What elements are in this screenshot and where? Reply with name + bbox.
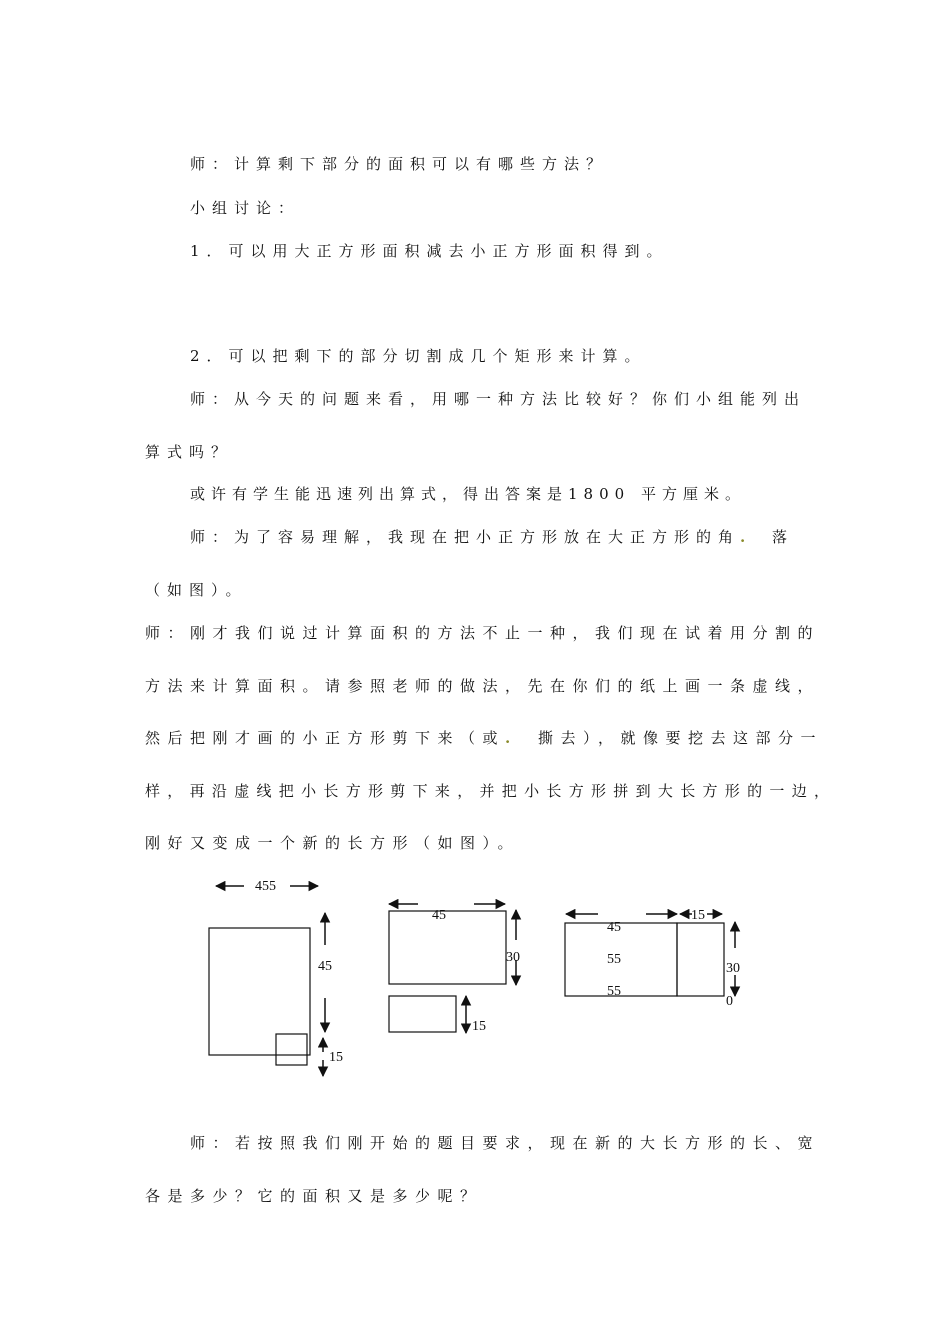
figure-1 bbox=[209, 879, 343, 1076]
paragraph-12-text: 然后把刚才画的小正方形剪下来（或 bbox=[145, 729, 506, 747]
fig1-height-label: 45 bbox=[318, 959, 332, 974]
figure-2 bbox=[389, 904, 520, 1034]
fig3-right-width-label: 15 bbox=[691, 908, 705, 923]
paragraph-11: 方法来计算面积。请参照老师的做法，先在你们的纸上画一条虚线， bbox=[145, 677, 821, 695]
paragraph-12-tail: 撕去），就像要挖去这部分一 bbox=[538, 729, 824, 747]
fig3-label-2: 55 bbox=[607, 952, 621, 967]
paragraph-16: 各是多少？它的面积又是多少呢？ bbox=[145, 1187, 483, 1205]
fig1-large-rect bbox=[209, 928, 310, 1055]
fig2-width-label: 45 bbox=[432, 908, 446, 923]
paragraph-14: 刚好又变成一个新的长方形（如图）。 bbox=[145, 834, 521, 852]
paragraph-7: 或许有学生能迅速列出算式，得出答案是1800 平方厘米。 bbox=[190, 485, 746, 503]
paragraph-4: 2．可以把剩下的部分切割成几个矩形来计算。 bbox=[190, 347, 647, 365]
paragraph-5: 师：从今天的问题来看，用哪一种方法比较好？你们小组能列出 bbox=[190, 390, 807, 408]
fig2-small-label: 15 bbox=[472, 1019, 486, 1034]
fig2-small-rect bbox=[389, 996, 456, 1032]
paragraph-2: 小组讨论： bbox=[190, 199, 301, 217]
paragraph-10: 师：刚才我们说过计算面积的方法不止一种，我们现在试着用分割的 bbox=[145, 624, 821, 642]
fig3-right-rect bbox=[677, 923, 724, 996]
fig1-small-square bbox=[276, 1034, 307, 1065]
paragraph-6: 算式吗？ bbox=[145, 443, 234, 461]
dot-mark: . bbox=[740, 528, 753, 546]
paragraph-8-tail: 落 bbox=[772, 528, 795, 546]
figure-3 bbox=[565, 908, 740, 1009]
fig2-height-label: 30 bbox=[506, 950, 520, 965]
fig3-height-label-tail: 0 bbox=[726, 994, 733, 1009]
fig3-label-3: 55 bbox=[607, 984, 621, 999]
dot-mark-2: . bbox=[505, 729, 518, 747]
fig2-large-rect bbox=[389, 911, 506, 984]
paragraph-15: 师：若按照我们刚开始的题目要求，现在新的大长方形的长、宽 bbox=[190, 1134, 821, 1152]
fig1-small-label: 15 bbox=[329, 1050, 343, 1065]
fig3-height-label: 30 bbox=[726, 961, 740, 976]
paragraph-8-text: 师：为了容易理解，我现在把小正方形放在大正方形的角 bbox=[190, 528, 741, 546]
paragraph-3: 1．可以用大正方形面积减去小正方形面积得到。 bbox=[190, 242, 669, 260]
paragraph-13: 样，再沿虚线把小长方形剪下来，并把小长方形拼到大长方形的一边， bbox=[145, 782, 837, 800]
fig3-label-1: 45 bbox=[607, 920, 621, 935]
paragraph-1: 师：计算剩下部分的面积可以有哪些方法？ bbox=[190, 155, 609, 173]
fig3-left-rect bbox=[565, 923, 677, 996]
fig1-width-label: 455 bbox=[255, 879, 276, 894]
paragraph-9: （如图）。 bbox=[145, 581, 248, 599]
